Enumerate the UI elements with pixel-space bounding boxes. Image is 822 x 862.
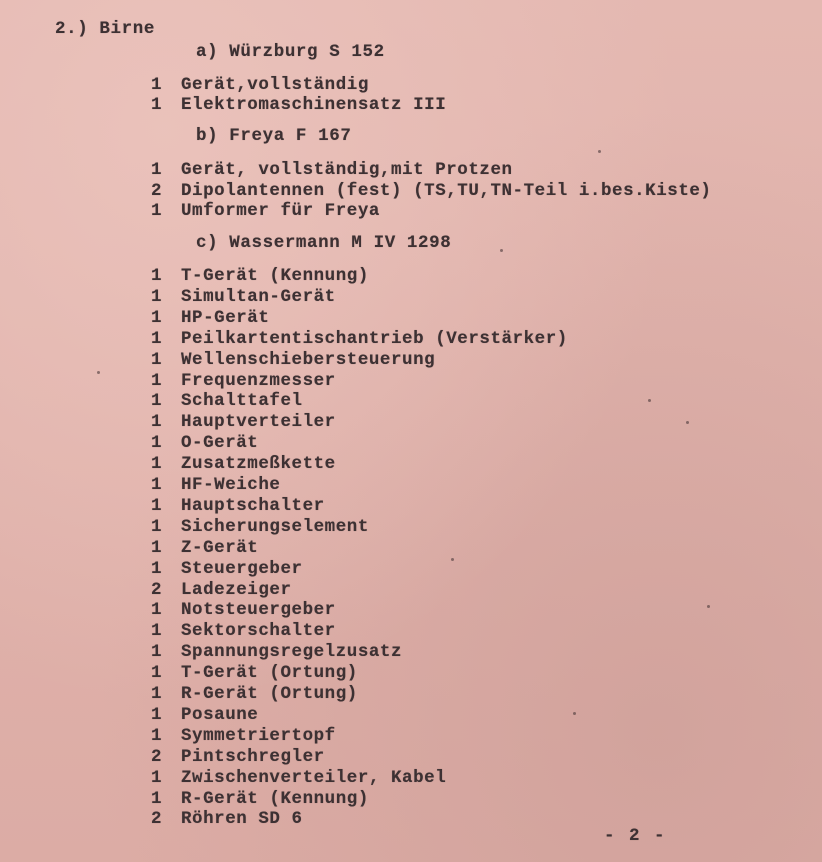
- item-name: Sicherungselement: [181, 517, 369, 537]
- list-item: [0, 517, 822, 538]
- paper-speck: [598, 150, 601, 153]
- paper-speck: [573, 712, 576, 715]
- item-name: T-Gerät (Kennung): [181, 266, 369, 286]
- item-name: Posaune: [181, 705, 259, 725]
- item-quantity: 1: [151, 433, 162, 453]
- item-quantity: 1: [151, 350, 162, 370]
- list-item: [0, 454, 822, 475]
- list-item: [0, 538, 822, 559]
- list-item: [0, 621, 822, 642]
- item-name: Spannungsregelzusatz: [181, 642, 403, 662]
- item-name: HP-Gerät: [181, 308, 270, 328]
- item-name: Schalttafel: [181, 391, 303, 411]
- list-item: [0, 747, 822, 768]
- list-item: [0, 580, 822, 601]
- item-quantity: 1: [151, 329, 162, 349]
- item-quantity: 1: [151, 201, 162, 221]
- item-name: Sektorschalter: [181, 621, 336, 641]
- item-quantity: 1: [151, 371, 162, 391]
- item-name: Hauptschalter: [181, 496, 325, 516]
- list-item: [0, 768, 822, 789]
- item-name: Wellenschiebersteuerung: [181, 350, 436, 370]
- item-name: Notsteuergeber: [181, 600, 336, 620]
- list-item: [0, 201, 822, 222]
- item-quantity: 1: [151, 75, 162, 95]
- list-item: [0, 496, 822, 517]
- list-item: [0, 433, 822, 454]
- item-quantity: 1: [151, 684, 162, 704]
- list-item: [0, 475, 822, 496]
- item-name: Gerät,vollständig: [181, 75, 369, 95]
- item-quantity: 1: [151, 517, 162, 537]
- list-item: [0, 371, 822, 392]
- item-name: Ladezeiger: [181, 580, 292, 600]
- list-item: [0, 726, 822, 747]
- item-name: HF-Weiche: [181, 475, 281, 495]
- item-name: Pintschregler: [181, 747, 325, 767]
- list-item: [0, 642, 822, 663]
- item-name: Dipolantennen (fest) (TS,TU,TN-Teil i.bes.Kiste): [181, 181, 712, 201]
- item-quantity: 1: [151, 726, 162, 746]
- paper-speck: [97, 371, 100, 374]
- item-quantity: 1: [151, 308, 162, 328]
- item-name: Zusatzmeßkette: [181, 454, 336, 474]
- paper-speck: [686, 421, 689, 424]
- item-quantity: 1: [151, 789, 162, 809]
- item-name: Z-Gerät: [181, 538, 259, 558]
- list-item: [0, 266, 822, 287]
- list-item: [0, 181, 822, 202]
- item-quantity: 1: [151, 600, 162, 620]
- paper-speck: [451, 558, 454, 561]
- item-name: Zwischenverteiler, Kabel: [181, 768, 447, 788]
- item-name: R-Gerät (Ortung): [181, 684, 358, 704]
- paper-speck: [707, 605, 710, 608]
- list-item: [0, 600, 822, 621]
- section-title-b: b) Freya F 167: [196, 126, 352, 146]
- item-name: Steuergeber: [181, 559, 303, 579]
- paper-speck: [648, 399, 651, 402]
- item-name: T-Gerät (Ortung): [181, 663, 358, 683]
- item-name: Symmetriertopf: [181, 726, 336, 746]
- item-name: Umformer für Freya: [181, 201, 380, 221]
- item-quantity: 1: [151, 95, 162, 115]
- item-quantity: 1: [151, 391, 162, 411]
- item-name: Peilkartentischantrieb (Verstärker): [181, 329, 568, 349]
- item-quantity: 1: [151, 496, 162, 516]
- item-quantity: 1: [151, 621, 162, 641]
- item-quantity: 1: [151, 768, 162, 788]
- item-name: R-Gerät (Kennung): [181, 789, 369, 809]
- list-item: [0, 95, 822, 116]
- item-quantity: 1: [151, 705, 162, 725]
- section-title-a: a) Würzburg S 152: [196, 42, 385, 62]
- list-item: [0, 308, 822, 329]
- list-item: [0, 329, 822, 350]
- list-item: [0, 350, 822, 371]
- item-name: Röhren SD 6: [181, 809, 303, 829]
- list-item: [0, 559, 822, 580]
- item-quantity: 1: [151, 160, 162, 180]
- item-quantity: 2: [151, 747, 162, 767]
- list-item: [0, 789, 822, 810]
- list-item: [0, 684, 822, 705]
- item-quantity: 1: [151, 538, 162, 558]
- section-title-c: c) Wassermann M IV 1298: [196, 233, 452, 253]
- list-item: [0, 809, 822, 830]
- item-quantity: 1: [151, 454, 162, 474]
- item-quantity: 1: [151, 663, 162, 683]
- page-number: - 2 -: [604, 826, 667, 846]
- item-quantity: 2: [151, 580, 162, 600]
- item-quantity: 1: [151, 475, 162, 495]
- list-item: [0, 391, 822, 412]
- item-quantity: 2: [151, 181, 162, 201]
- list-item: [0, 412, 822, 433]
- item-name: O-Gerät: [181, 433, 259, 453]
- item-name: Hauptverteiler: [181, 412, 336, 432]
- list-item: [0, 705, 822, 726]
- list-item: [0, 663, 822, 684]
- list-item: [0, 287, 822, 308]
- item-name: Frequenzmesser: [181, 371, 336, 391]
- item-name: Elektromaschinensatz III: [181, 95, 447, 115]
- paper-speck: [500, 249, 503, 252]
- item-name: Gerät, vollständig,mit Protzen: [181, 160, 513, 180]
- item-quantity: 1: [151, 642, 162, 662]
- list-item: [0, 75, 822, 96]
- item-quantity: 2: [151, 809, 162, 829]
- item-quantity: 1: [151, 559, 162, 579]
- item-quantity: 1: [151, 287, 162, 307]
- item-quantity: 1: [151, 412, 162, 432]
- document-heading: 2.) Birne: [55, 19, 155, 39]
- item-name: Simultan-Gerät: [181, 287, 336, 307]
- list-item: [0, 160, 822, 181]
- item-quantity: 1: [151, 266, 162, 286]
